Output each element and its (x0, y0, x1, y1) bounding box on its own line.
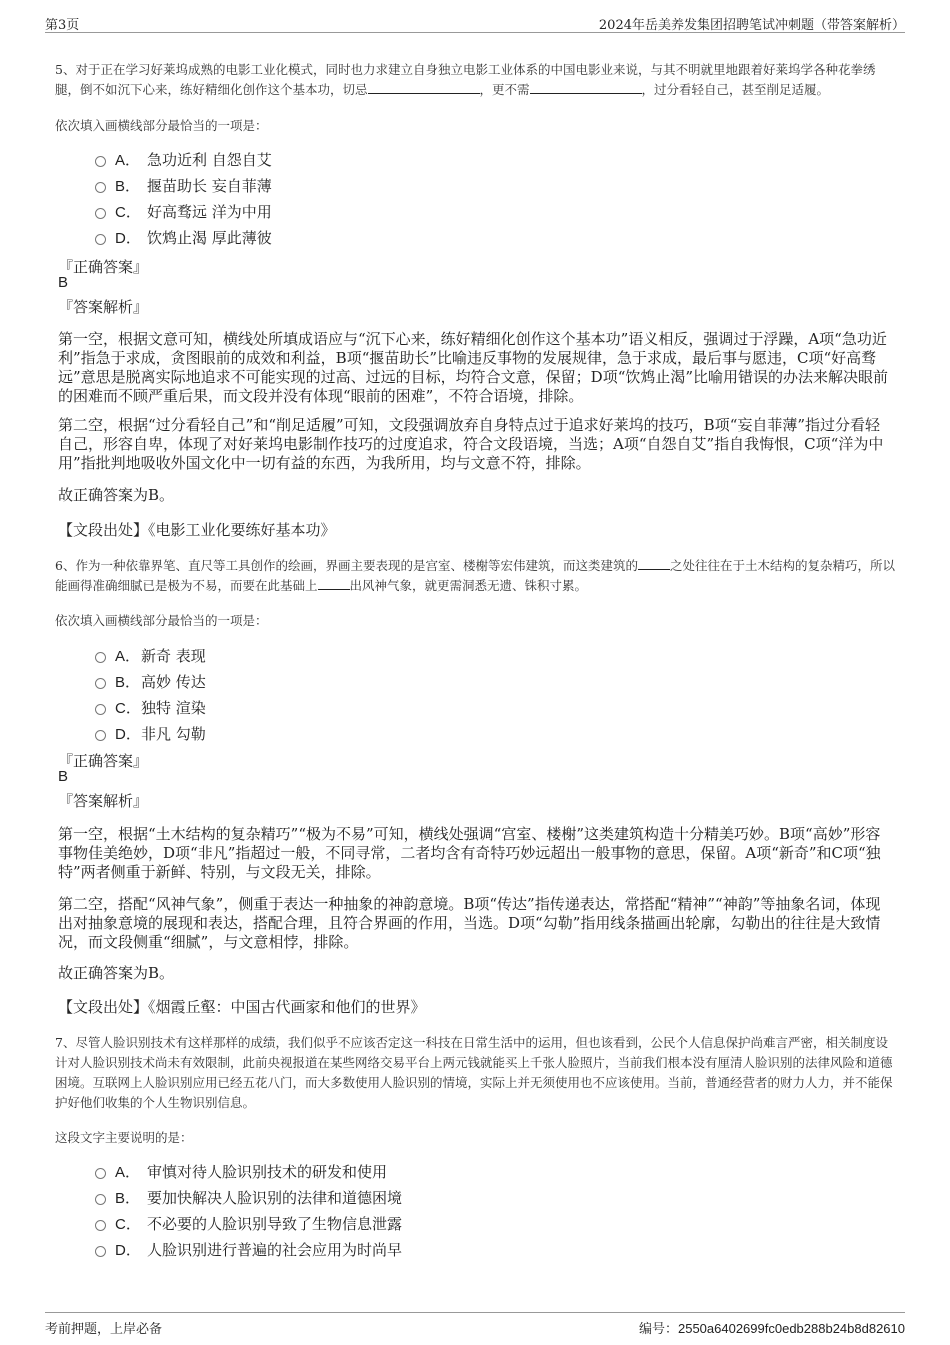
option-a[interactable]: A． 新奇 表现 (95, 642, 206, 668)
radio-icon[interactable] (95, 652, 106, 663)
fill-blank (638, 557, 670, 570)
correct-answer-label: 『正确答案』 (58, 258, 149, 276)
question-7-prompt: 这段文字主要说明的是： (55, 1130, 193, 1145)
radio-icon[interactable] (95, 1220, 106, 1231)
option-d[interactable]: D． 非凡 勾勒 (95, 720, 206, 746)
analysis-paragraph: 第二空，根据“过分看轻自己”和“削足适履”可知，文段强调放弃自身特点过于追求好莱坞的技巧，B项“妄自菲薄”指过分看轻自己，形容自卑，体现了对好莱坞电影制作技巧的过度追求，符合文段语境，当选；A项“自怨自艾”指自我悔恨，C项“洋为中用”指批判地吸收外国文化中一切有益的东西，为我所用，均与文意不符，排除。 (58, 416, 884, 472)
option-a[interactable]: A． 急功近利 自怨自艾 (95, 146, 272, 172)
correct-answer-value: B (58, 768, 69, 785)
radio-icon[interactable] (95, 1168, 106, 1179)
radio-icon[interactable] (95, 704, 106, 715)
analysis-paragraph: 第一空，根据文意可知，横线处所填成语应与“沉下心来，练好精细化创作这个基本功”语义相反，强调过于浮躁，A项“急功近利”指急于求成，贪图眼前的成效和利益，B项“揠苗助长”比喻违反事物的发展规律，急于求成，最后事与愿违，C项“好高骛远”意思是脱离实际地追求不可能实现的过高、过远的目标，均符合文意，保留；D项“饮鸩止渴”比喻用错误的办法来解决眼前的困难而不顾严重后果，而文段并没有体现“眼前的困难”，不符合语境，排除。 (58, 330, 889, 405)
option-b[interactable]: B． 高妙 传达 (95, 668, 206, 694)
question-7-options (95, 1158, 402, 1262)
question-6-prompt: 依次填入画横线部分最恰当的一项是： (55, 613, 268, 628)
option-d[interactable]: D． 饮鸩止渴 厚此薄彼 (95, 224, 272, 250)
radio-icon[interactable] (95, 156, 106, 167)
analysis-paragraph: 第一空，根据“土木结构的复杂精巧”“极为不易”可知，横线处强调“宫室、楼榭”这类建筑构造十分精美巧妙。B项“高妙”形容事物佳美绝妙，D项“非凡”指超过一般，不同寻常，二者均含有奇特巧妙远超出一般事物的意思，保留。A项“新奇”和C项“独特”两者侧重于新鲜、特别，与文段无关，排除。 (58, 825, 881, 881)
correct-answer-value: B (58, 274, 69, 291)
radio-icon[interactable] (95, 1246, 106, 1257)
page-number: 第3页 (45, 18, 80, 33)
page-footer (45, 1312, 905, 1339)
fill-blank (368, 81, 480, 94)
radio-icon[interactable] (95, 678, 106, 689)
analysis-label: 『答案解析』 (58, 298, 149, 316)
fill-blank (530, 81, 642, 94)
option-c[interactable]: C． 好高骛远 洋为中用 (95, 198, 272, 224)
conclusion: 故正确答案为B。 (58, 486, 175, 504)
radio-icon[interactable] (95, 208, 106, 219)
radio-icon[interactable] (95, 730, 106, 741)
footer-slogan: 考前押题，上岸必备 (45, 1322, 163, 1337)
page-header (45, 8, 905, 33)
option-b[interactable]: B． 要加快解决人脸识别的法律和道德困境 (95, 1184, 402, 1210)
source-citation: 【文段出处】《电影工业化要练好基本功》 (58, 521, 336, 539)
question-6-stem: 6、作为一种依靠界笔、直尺等工具创作的绘画，界画主要表现的是宫室、楼榭等宏伟建筑，而这类建筑的 之处往往在于土木结构的复杂精巧，所以能画得准确细腻已是极为不易，而要在此基础上 出风神气象，就更需洞悉无遗、铢积寸累。 (55, 558, 895, 593)
source-citation: 【文段出处】《烟霞丘壑：中国古代画家和他们的世界》 (58, 998, 426, 1016)
document-title: 2024年岳美养发集团招聘笔试冲刺题（带答案解析） (598, 18, 905, 33)
radio-icon[interactable] (95, 234, 106, 245)
question-5-stem: 5、对于正在学习好莱坞成熟的电影工业化模式，同时也力求建立自身独立电影工业体系的中国电影业来说，与其不明就里地跟着好莱坞学各种花拳绣腿，倒不如沉下心来，练好精细化创作这个基本功，切忌 ，更不需 ，过分看轻自己，甚至削足适履。 (55, 62, 876, 97)
option-b[interactable]: B． 揠苗助长 妄自菲薄 (95, 172, 272, 198)
option-a[interactable]: A． 审慎对待人脸识别技术的研发和使用 (95, 1158, 402, 1184)
conclusion: 故正确答案为B。 (58, 964, 175, 982)
fill-blank (318, 577, 350, 590)
document-serial: 编号：2550a6402699fc0edb288b24b8d82610 (638, 1321, 905, 1336)
radio-icon[interactable] (95, 182, 106, 193)
radio-icon[interactable] (95, 1194, 106, 1205)
question-5-options (95, 146, 272, 250)
question-6-options (95, 642, 206, 746)
option-c[interactable]: C． 独特 渲染 (95, 694, 206, 720)
correct-answer-label: 『正确答案』 (58, 752, 149, 770)
question-7-stem: 7、尽管人脸识别技术有这样那样的成绩，我们似乎不应该否定这一科技在日常生活中的运用，但也该看到，公民个人信息保护尚难言严密，相关制度设计对人脸识别技术尚未有效限制，此前央视报道在某些网络交易平台上两元钱就能买上千张人脸照片，当前我们根本没有厘清人脸识别的法律风险和道德困境。互联网上人脸识别应用已经五花八门，而大多数使用人脸识别的情境，实际上并无须使用也不应该使用。当前，普通经营者的财力人力，并不能保护好他们收集的个人生物识别信息。 (55, 1035, 893, 1110)
question-5-prompt: 依次填入画横线部分最恰当的一项是： (55, 118, 268, 133)
analysis-paragraph: 第二空，搭配“风神气象”，侧重于表达一种抽象的神韵意境。B项“传达”指传递表达，常搭配“精神”“神韵”等抽象名词，体现出对抽象意境的展现和表达，搭配合理，且符合界画的作用，当选。D项“勾勒”指用线条描画出轮廓，勾勒出的往往是大致情况，而文段侧重“细腻”，与文意相悖，排除。 (58, 895, 881, 951)
option-c[interactable]: C． 不必要的人脸识别导致了生物信息泄露 (95, 1210, 402, 1236)
option-d[interactable]: D． 人脸识别进行普遍的社会应用为时尚早 (95, 1236, 402, 1262)
analysis-label: 『答案解析』 (58, 792, 149, 810)
